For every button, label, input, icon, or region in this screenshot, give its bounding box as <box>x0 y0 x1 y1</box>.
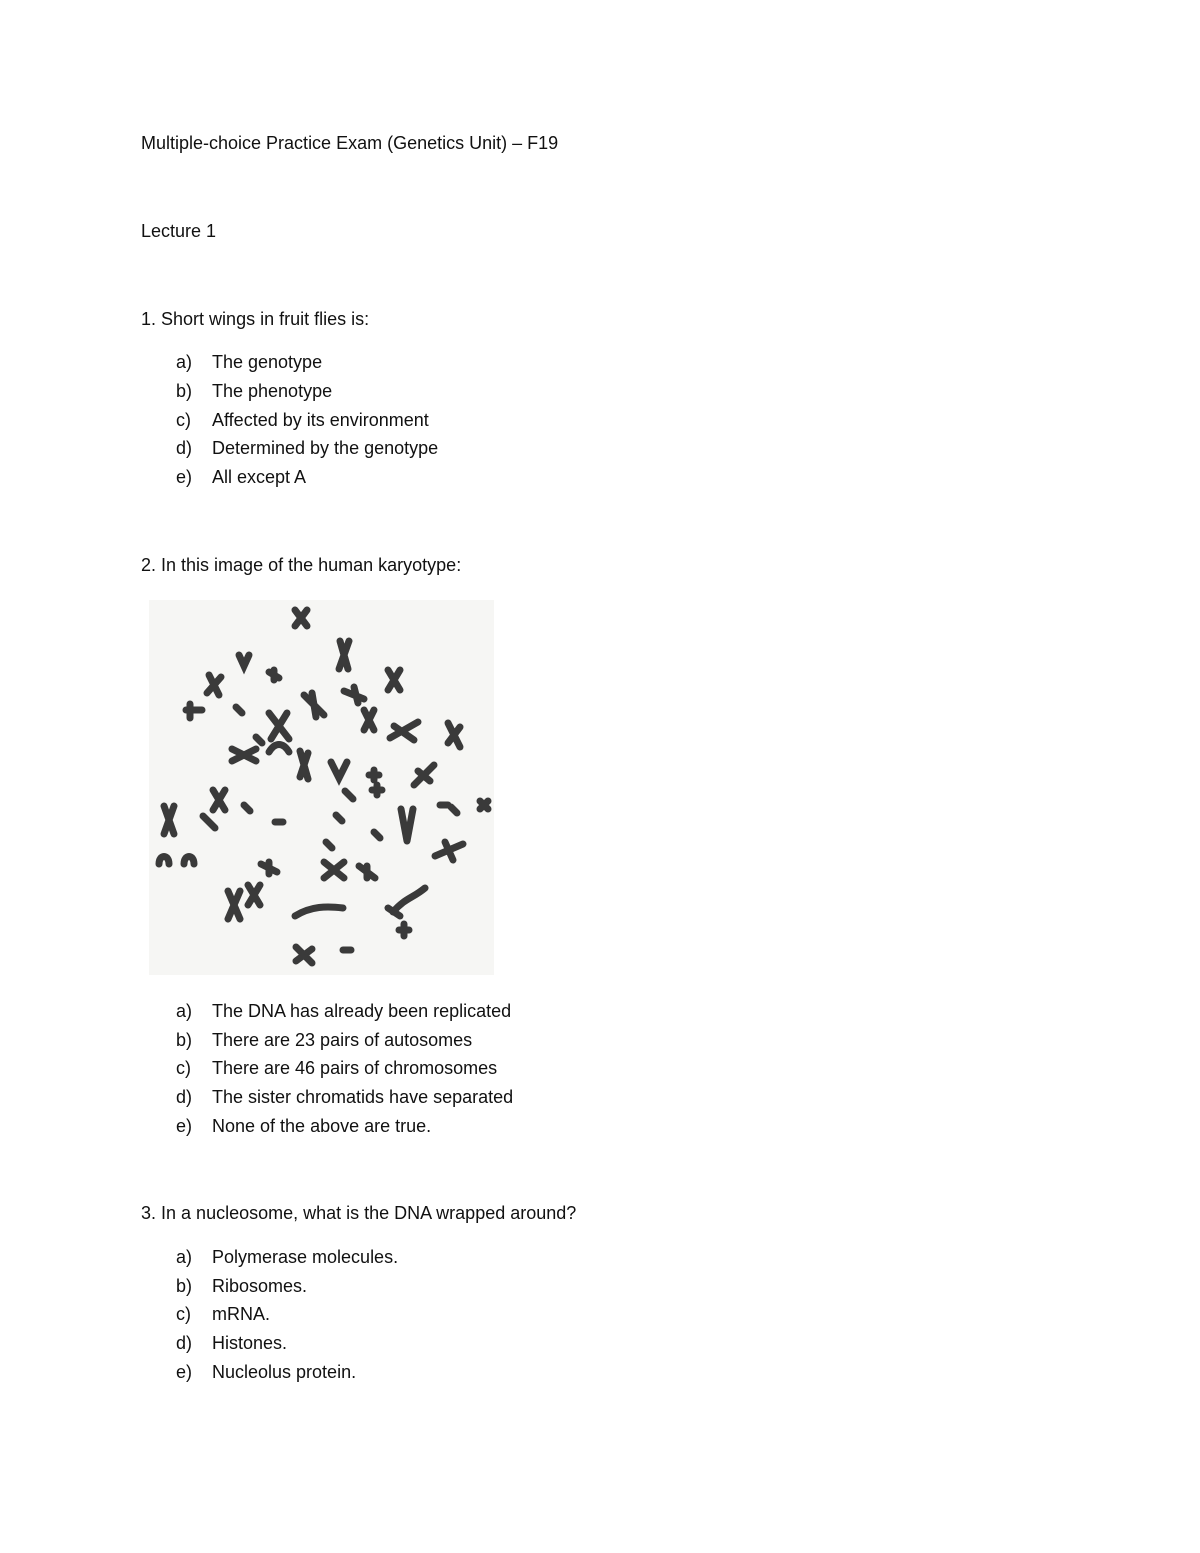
chromosome <box>339 641 349 669</box>
chromosome <box>269 713 289 739</box>
chromosome <box>388 670 400 690</box>
question-1-option-e <box>176 465 306 489</box>
question-text: In this image of the human karyotype: <box>161 555 462 575</box>
question-2-option-e <box>176 1114 431 1138</box>
chromosome <box>399 924 409 936</box>
section-heading: Lecture 1 <box>141 221 217 241</box>
chromosome <box>448 723 460 747</box>
question-number: 3. <box>141 1203 157 1223</box>
question-1-prompt <box>141 307 369 331</box>
chromosome <box>435 842 463 860</box>
option-letter: e) <box>176 1362 193 1382</box>
option-letter: b) <box>176 381 193 401</box>
question-2-option-d <box>176 1085 513 1109</box>
option-text: mRNA. <box>212 1304 270 1324</box>
karyotype-image <box>149 600 494 975</box>
option-text: The genotype <box>212 352 323 372</box>
chromosome <box>300 751 308 779</box>
option-text: All except A <box>212 467 307 487</box>
option-text: Nucleolus protein. <box>212 1362 357 1382</box>
question-3-option-c <box>176 1302 270 1326</box>
question-3-option-e <box>176 1360 356 1384</box>
option-letter: d) <box>176 1333 193 1353</box>
chromosome <box>364 710 374 730</box>
option-letter: c) <box>176 410 191 430</box>
chromosome <box>331 762 347 778</box>
chromosome <box>374 832 380 838</box>
question-number: 1. <box>141 309 157 329</box>
question-2-option-c <box>176 1056 497 1080</box>
chromosome <box>326 842 332 848</box>
option-letter: d) <box>176 438 193 458</box>
chromosome <box>296 947 312 963</box>
chromosome <box>372 785 382 795</box>
question-2-option-b <box>176 1028 472 1052</box>
option-text: Histones. <box>212 1333 288 1353</box>
question-1-option-b <box>176 379 332 403</box>
option-letter: d) <box>176 1087 193 1107</box>
question-2-option-a <box>176 999 511 1023</box>
chromosome <box>228 891 240 919</box>
chromosome <box>480 801 488 809</box>
chromosome <box>369 770 379 780</box>
chromosome <box>164 806 174 834</box>
option-letter: a) <box>176 1001 193 1021</box>
option-text: Determined by the genotype <box>212 438 439 458</box>
chromosome <box>295 907 343 916</box>
option-text: Ribosomes. <box>212 1276 308 1296</box>
chromosome <box>213 790 225 810</box>
chromosome <box>159 857 169 865</box>
option-letter: e) <box>176 467 193 487</box>
chromosome <box>184 857 194 865</box>
chromosome <box>239 655 249 666</box>
option-letter: b) <box>176 1276 193 1296</box>
chromosome <box>401 809 413 841</box>
question-text: Short wings in fruit flies is: <box>161 309 370 329</box>
chromosome <box>393 888 425 912</box>
question-3-option-b <box>176 1274 307 1298</box>
chromosome <box>295 610 307 626</box>
question-1-option-a <box>176 350 322 374</box>
question-3-option-a <box>176 1245 398 1269</box>
option-letter: e) <box>176 1116 193 1136</box>
chromosome <box>345 791 353 799</box>
question-1-option-c <box>176 408 429 432</box>
chromosome <box>261 862 277 874</box>
chromosome <box>203 816 215 828</box>
question-text: In a nucleosome, what is the DNA wrapped around? <box>161 1203 577 1223</box>
option-letter: a) <box>176 1247 193 1267</box>
option-text: There are 46 pairs of chromosomes <box>212 1058 498 1078</box>
option-text: Polymerase molecules. <box>212 1247 399 1267</box>
option-text: Affected by its environment <box>212 410 429 430</box>
question-number: 2. <box>141 555 157 575</box>
chromosome <box>451 807 457 813</box>
chromosome <box>269 745 289 753</box>
chromosome <box>269 670 279 680</box>
option-text: None of the above are true. <box>212 1116 432 1136</box>
chromosome <box>414 765 434 785</box>
option-text: The DNA has already been replicated <box>212 1001 512 1021</box>
option-text: The sister chromatids have separated <box>212 1087 514 1107</box>
chromosome <box>236 707 242 713</box>
document-title: Multiple-choice Practice Exam (Genetics Unit) – F19 <box>141 133 559 153</box>
chromosome <box>207 675 221 695</box>
option-letter: b) <box>176 1030 193 1050</box>
question-3-prompt <box>141 1201 576 1225</box>
karyotype-chromosomes <box>149 600 494 975</box>
chromosome <box>186 704 202 718</box>
chromosome <box>324 862 344 878</box>
chromosome <box>232 749 256 761</box>
chromosome <box>244 805 250 811</box>
chromosome <box>304 693 324 717</box>
chromosome <box>390 722 418 740</box>
option-text: There are 23 pairs of autosomes <box>212 1030 473 1050</box>
question-1-option-d <box>176 436 438 460</box>
option-letter: c) <box>176 1304 191 1324</box>
option-letter: a) <box>176 352 193 372</box>
question-2-prompt <box>141 553 461 577</box>
option-letter: c) <box>176 1058 191 1078</box>
chromosome <box>359 866 375 878</box>
chromosome <box>256 737 262 743</box>
chromosome <box>344 687 364 703</box>
option-text: The phenotype <box>212 381 333 401</box>
question-3-option-d <box>176 1331 287 1355</box>
chromosome <box>248 885 260 905</box>
chromosome <box>336 815 342 821</box>
